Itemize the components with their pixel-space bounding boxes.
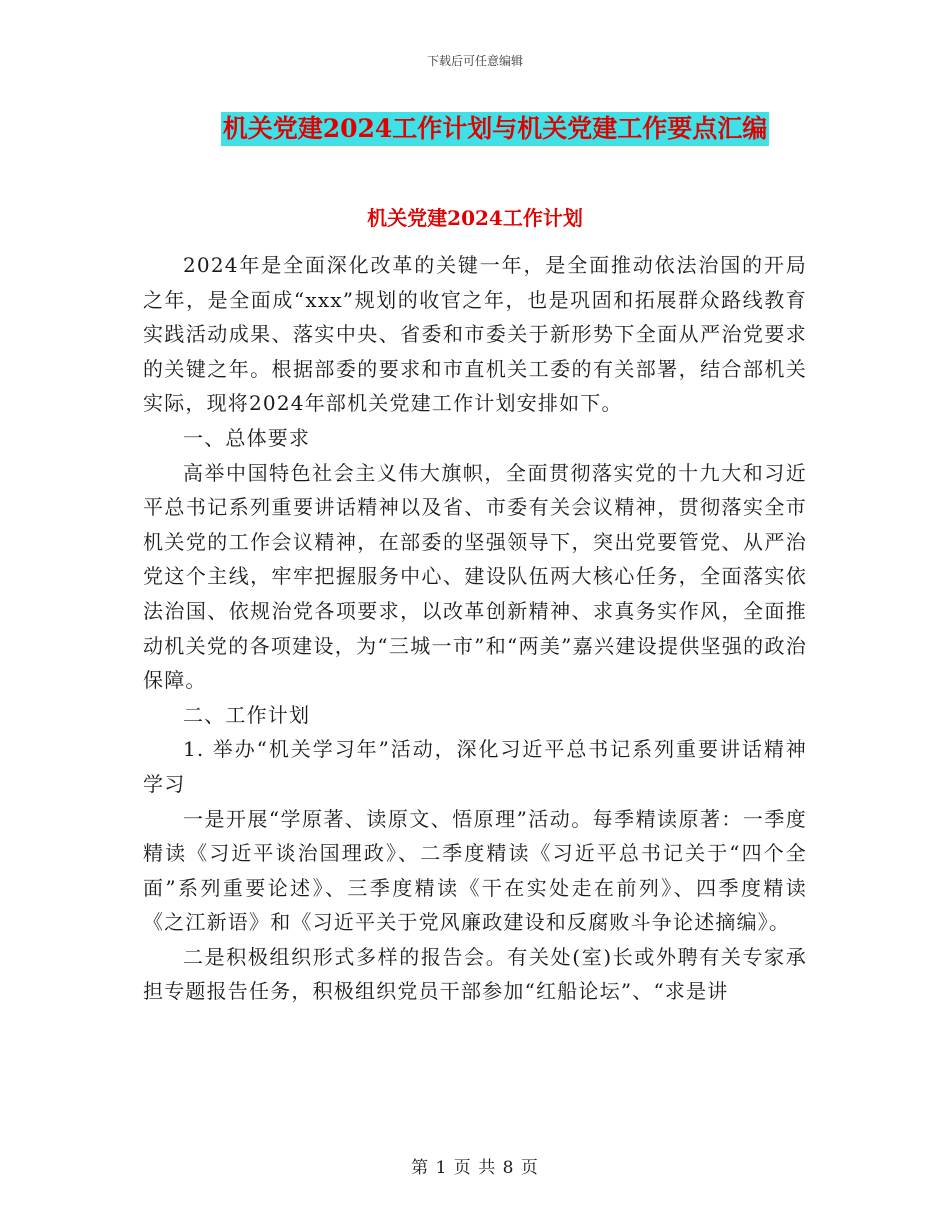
document-title [0,112,950,146]
paragraph: 2024年是全面深化改革的关键一年，是全面推动依法治国的开局之年，是全面成“xxx”规划的收官之年，也是巩固和拓展群众路线教育实践活动成果、落实中央、省委和市委关于新形势下全面从严治党要求的关键之年。根据部委的要求和市直机关工委的有关部署，结合部机关实际，现将2024年部机关党建工作计划安排如下。 [143,253,807,416]
header-note: 下载后可任意编辑 [426,54,523,68]
section-title: 机关党建2024工作计划 [367,206,583,230]
heading-work-plan: 二、工作计划 [183,702,311,727]
document-title-text: 机关党建2024工作计划与机关党建工作要点汇编 [221,112,770,146]
paragraph: 二是积极组织形式多样的报告会。有关处(室)长或外聘有关专家承担专题报告任务，积极组织党员干部参加“红船论坛”、“求是讲 [143,944,807,1004]
page-footer: 第 1 页 共 8 页 [411,1158,539,1178]
paragraph: 1. 举办“机关学习年”活动，深化习近平总书记系列重要讲话精神学习 [143,737,807,796]
heading-overall-requirements: 一、总体要求 [183,425,311,450]
paragraph: 一是开展“学原著、读原文、悟原理”活动。每季精读原著：一季度精读《习近平谈治国理政》、二季度精读《习近平总书记关于“四个全面”系列重要论述》、三季度精读《干在实处走在前列》、四季度精读《之江新语》和《习近平关于党风廉政建设和反腐败斗争论述摘编》。 [143,806,807,935]
paragraph: 高举中国特色社会主义伟大旗帜，全面贯彻落实党的十九大和习近平总书记系列重要讲话精神以及省、市委有关会议精神，贯彻落实全市机关党的工作会议精神，在部委的坚强领导下，突出党要管党、从严治党这个主线，牢牢把握服务中心、建设队伍两大核心任务，全面落实依法治国、依规治党各项要求，以改革创新精神、求真务实作风，全面推动机关党的各项建设，为“三城一市”和“两美”嘉兴建设提供坚强的政治保障。 [143,460,807,693]
document-body [143,248,807,1009]
